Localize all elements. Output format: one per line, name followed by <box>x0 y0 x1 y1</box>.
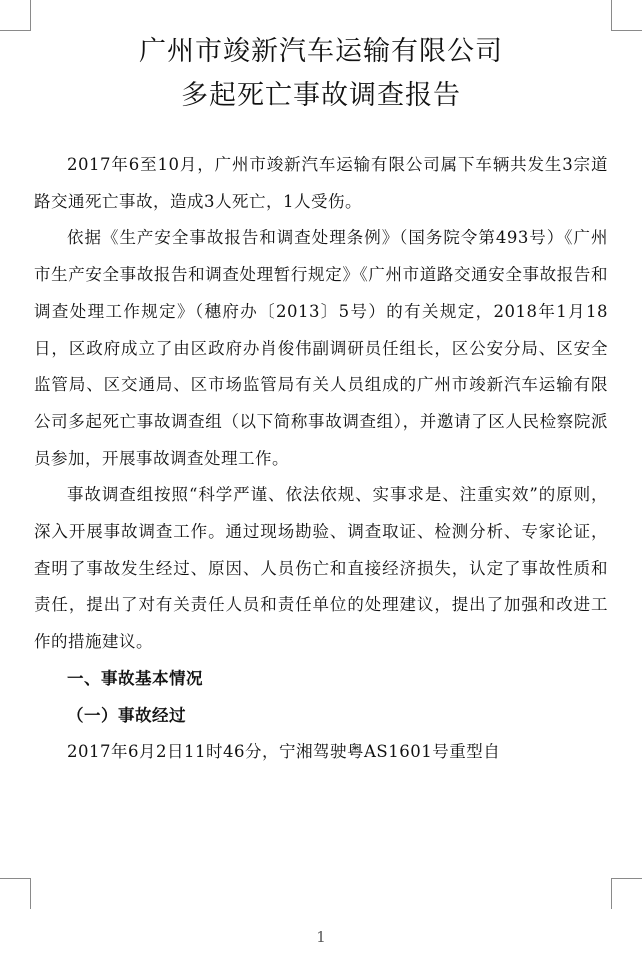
subsection-heading-accident-process: （一）事故经过 <box>67 705 186 725</box>
page-number: 1 <box>316 928 326 946</box>
paragraph-basis: 依据《生产安全事故报告和调查处理条例》（国务院令第493号）《广州市生产安全事故报告和调查处理暂行规定》《广州市道路交通安全事故报告和调查处理工作规定》（穗府办〔2013〕5号）的有关规定，2018年1月18日，区政府成立了由区政府办肖俊伟副调研员任组长，区公安分局、区安全监管局、区交通局、区市场监管局有关人员组成的广州市竣新汽车运输有限公司多起死亡事故调查组（以下简称事故调查组），并邀请了区人民检察院派员参加，开展事故调查处理工作。 <box>34 228 608 468</box>
section-heading-basic-info: 一、事故基本情况 <box>67 668 203 688</box>
document-title-line-2: 多起死亡事故调查报告 <box>181 80 461 111</box>
document-body <box>34 147 608 771</box>
paragraph-intro: 2017年6至10月，广州市竣新汽车运输有限公司属下车辆共发生3宗道路交通死亡事故，造成3人死亡，1人受伤。 <box>34 155 608 211</box>
document-title-line-1: 广州市竣新汽车运输有限公司 <box>139 36 503 67</box>
crop-mark-top-right <box>611 0 642 31</box>
crop-mark-bottom-left <box>0 878 31 909</box>
crop-mark-top-left <box>0 0 31 31</box>
paragraph-accident-process: 2017年6月2日11时46分，宁湘驾驶粤AS1601号重型自 <box>67 742 501 762</box>
crop-mark-bottom-right <box>611 878 642 909</box>
paragraph-principles: 事故调查组按照“科学严谨、依法依规、实事求是、注重实效”的原则，深入开展事故调查工作。通过现场勘验、调查取证、检测分析、专家论证，查明了事故发生经过、原因、人员伤亡和直接经济损失，认定了事故性质和责任，提出了对有关责任人员和责任单位的处理建议，提出了加强和改进工作的措施建议。 <box>34 485 608 652</box>
